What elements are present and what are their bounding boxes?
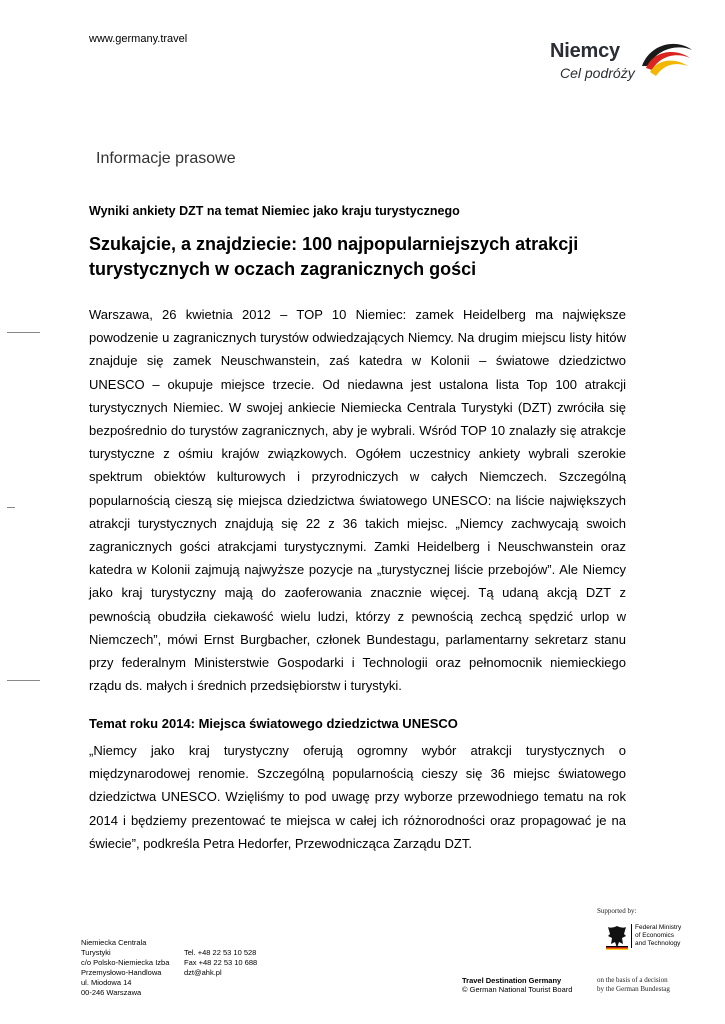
tdg-credit: Travel Destination Germany © German National Tourist Board [462, 976, 573, 994]
eagle-emblem-icon [606, 924, 628, 950]
article-subtitle: Wyniki ankiety DZT na temat Niemiec jako kraju turystycznego [89, 204, 460, 218]
margin-fold-mark [7, 332, 40, 333]
bundestag-decision-note: on the basis of a decision by the German Bundestag [597, 976, 670, 993]
website-url: www.germany.travel [89, 33, 188, 45]
margin-punch-mark [7, 507, 15, 508]
margin-fold-mark [7, 680, 40, 681]
logo-title: Niemcy [550, 40, 620, 62]
germany-travel-logo [548, 36, 698, 98]
email-link[interactable]: dzt@ahk.pl [184, 968, 222, 977]
ministry-logo: Federal Ministry of Economics and Technology [606, 924, 706, 974]
footer-contact: Tel. +48 22 53 10 528 Fax +48 22 53 10 688 dzt@ahk.pl [184, 948, 258, 977]
paragraph-1: Warszawa, 26 kwietnia 2012 – TOP 10 Niemiec: zamek Heidelberg ma największe powodzenie u zagranicznych turystów odwiedzających Niemcy. Na drugim miejscu listy hitów znajduje się zamek Neuschwanstein, zaś katedra w Kolonii – światowe dziedzictwo UNESCO – okupuje miejsce trzecie. Od niedawna jest ustalona lista Top 100 atrakcji turystycznych Niemiec. W swojej ankiecie Niemiecka Centrala Turystyki (DZT) zwróciła się bezpośrednio do turystów zagranicznych, aby je wybrali. Wśród TOP 10 znalazły się atrakcje turystyczne z ośmiu krajów związkowych. Ogółem uczestnicy ankiety wybrali szerokie spektrum obiektów kulturowych i przyrodniczych w całych Niemczech. Szczególną popularnością cieszą się miejsca dziedzictwa światowego UNESCO: na liście największych atrakcji turystycznych znajdują się 22 z 36 takich miejsc. „Niemcy zachwycają swoich zagranicznych gości atrakcjami turystycznymi. Zamki Heidelberg i Neuschwanstein oraz katedra w Kolonii zajmują najwyższe pozycje na „turystycznej liście przebojów”. Ale Niemcy jako kraj turystyczny mają do zaoferowania znacznie więcej. Tą udaną akcją DZT z pewnością obudziła ciekawość wielu ludzi, którzy z pewnością zechcą spędzić urlop w Niemczech”, mówi Ernst Burgbacher, członek Bundestagu, parlamentarny sekretarz stanu przy federalnym Ministerstwie Gospodarki i Technologii oraz pełnomocnik niemieckiego rządu ds. małych i średnich przedsiębiorstw i turystyki. [89, 307, 626, 694]
section-label: Informacje prasowe [96, 150, 236, 167]
logo-subtitle: Cel podróży [560, 65, 635, 81]
paragraph-2: „Niemcy jako kraj turystyczny oferują ogromny wybór atrakcji turystycznych o międzynarodowej renomie. Szczególną popularnością cieszy się 36 miejsc światowego dziedzictwa UNESCO. Wzięliśmy to pod uwagę przy wyborze przewodniego tematu na rok 2014 i będziemy prezentować te miejsca w całej ich różnorodności oraz propagować je na świecie”, podkreśla Petra Hedorfer, Przewodnicząca Zarządu DZT. [89, 743, 626, 851]
footer-address: Niemiecka Centrala Turystyki c/o Polsko-Niemiecka Izba Przemysłowo-Handlowa ul. Miodowa 14 00-246 Warszawa [81, 938, 170, 997]
swirl-logo-icon [636, 36, 696, 86]
supported-by-label: Supported by: [597, 907, 637, 915]
section-2-title: Temat roku 2014: Miejsca światowego dziedzictwa UNESCO [89, 716, 458, 731]
article-headline: Szukajcie, a znajdziecie: 100 najpopularniejszych atrakcji turystycznych w oczach zagranicznych gości [89, 234, 579, 279]
